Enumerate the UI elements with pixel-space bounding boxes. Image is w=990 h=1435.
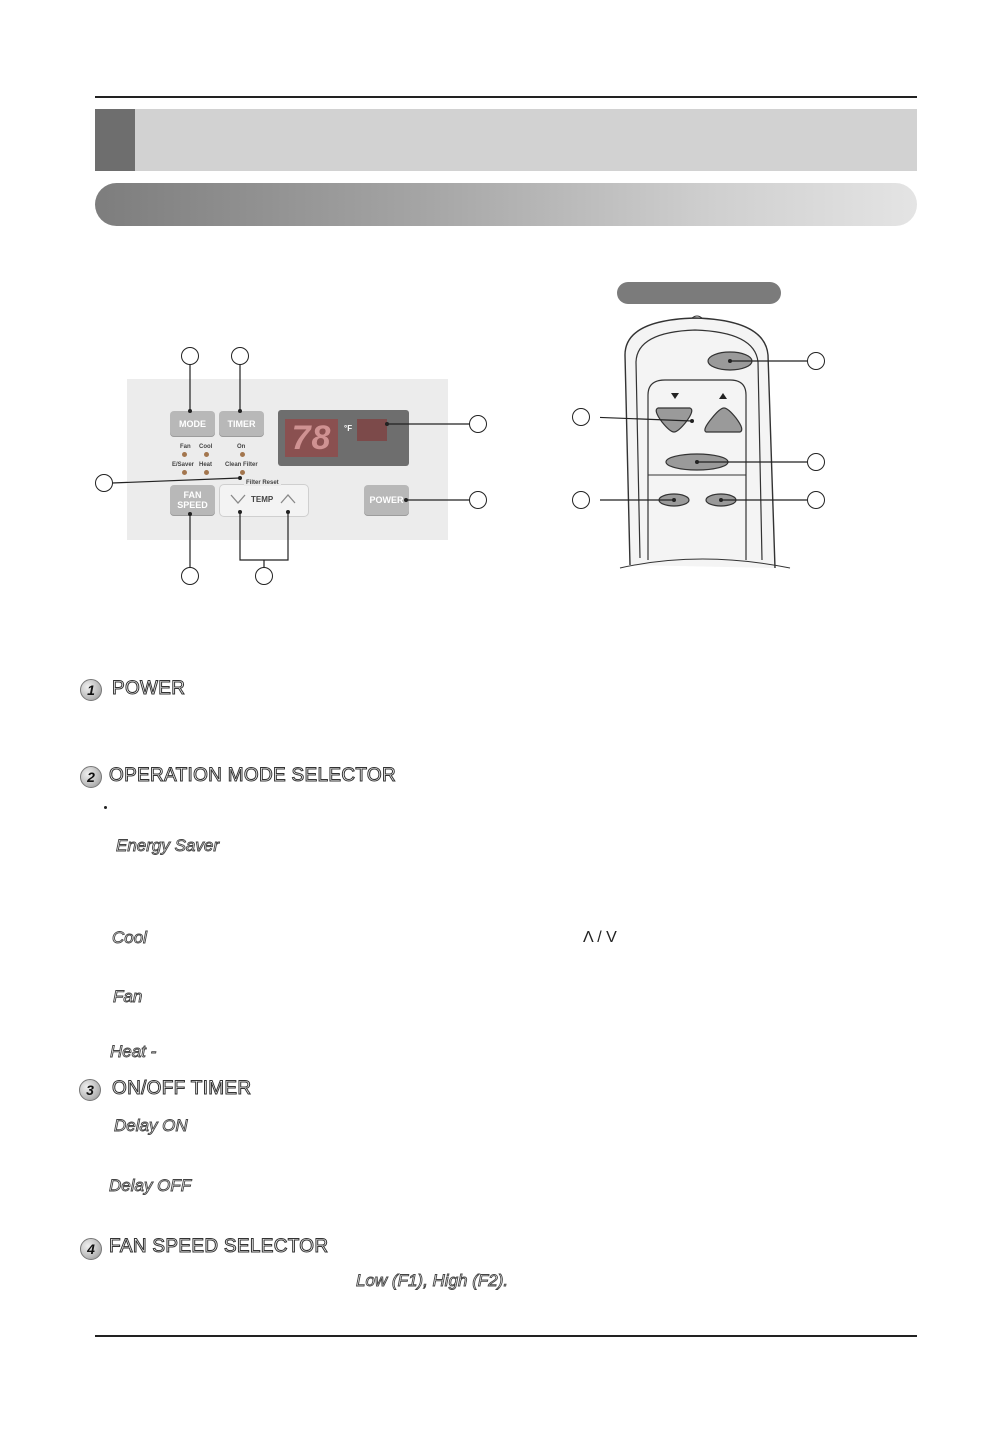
temperature-readout: 78 [285, 419, 338, 457]
power-button[interactable]: POWER [364, 485, 409, 516]
panel-callout-lines [0, 0, 990, 620]
temp-label: TEMP [251, 495, 274, 504]
section-number-3: 3 [79, 1079, 101, 1101]
indicator-label-esaver: E/Saver [172, 462, 195, 468]
mode-energy-saver: Energy Saver [116, 836, 219, 855]
callout-circle-fan-speed [181, 567, 199, 585]
remote-callout-fan-speed [572, 491, 590, 509]
remote-callout-mode [807, 453, 825, 471]
callout-circle-display [469, 415, 487, 433]
mode-fan: Fan [113, 987, 143, 1006]
timer-delay-off: Delay OFF [109, 1176, 192, 1195]
mode-button[interactable]: MODE [170, 411, 215, 437]
filter-reset-label: Filter Reset [246, 480, 279, 486]
section-heading-mode-selector: OPERATION MODE SELECTOR [109, 765, 397, 786]
callout-circle-mode [181, 347, 199, 365]
temperature-unit: °F [344, 424, 353, 433]
indicator-label-heat: Heat [199, 462, 213, 468]
indicator-label-clean-filter: Clean Filter [225, 462, 258, 468]
section-number-2: 2 [80, 766, 102, 788]
timer-button[interactable]: TIMER [219, 411, 264, 437]
indicator-label-fan: Fan [180, 444, 191, 450]
remote-callout-timer [807, 491, 825, 509]
remote-control [600, 310, 840, 590]
indicator-label-on: On [237, 444, 246, 450]
fan-speed-values: Low (F1), High (F2). [356, 1271, 509, 1290]
bullet [104, 806, 107, 809]
temp-arrows-symbol: Λ / V [583, 929, 617, 946]
bottom-rule [95, 1335, 917, 1337]
section-number-4: 4 [80, 1238, 102, 1260]
section-number-1: 1 [80, 679, 102, 701]
remote-callout-power [807, 352, 825, 370]
indicator-label-cool: Cool [199, 444, 213, 450]
timer-delay-on: Delay ON [114, 1116, 188, 1135]
fan-speed-button[interactable]: FAN SPEED [170, 485, 215, 516]
section-heading-timer: ON/OFF TIMER [112, 1078, 252, 1099]
callout-circle-timer [231, 347, 249, 365]
callout-circle-filter [95, 474, 113, 492]
section-heading-fan-speed: FAN SPEED SELECTOR [109, 1236, 329, 1257]
callout-circle-power [469, 491, 487, 509]
section-heading-power: POWER [112, 678, 186, 699]
mode-heat: Heat - [110, 1042, 157, 1061]
remote-callout-temp [572, 408, 590, 426]
mode-cool: Cool [112, 928, 147, 947]
callout-circle-temp [255, 567, 273, 585]
